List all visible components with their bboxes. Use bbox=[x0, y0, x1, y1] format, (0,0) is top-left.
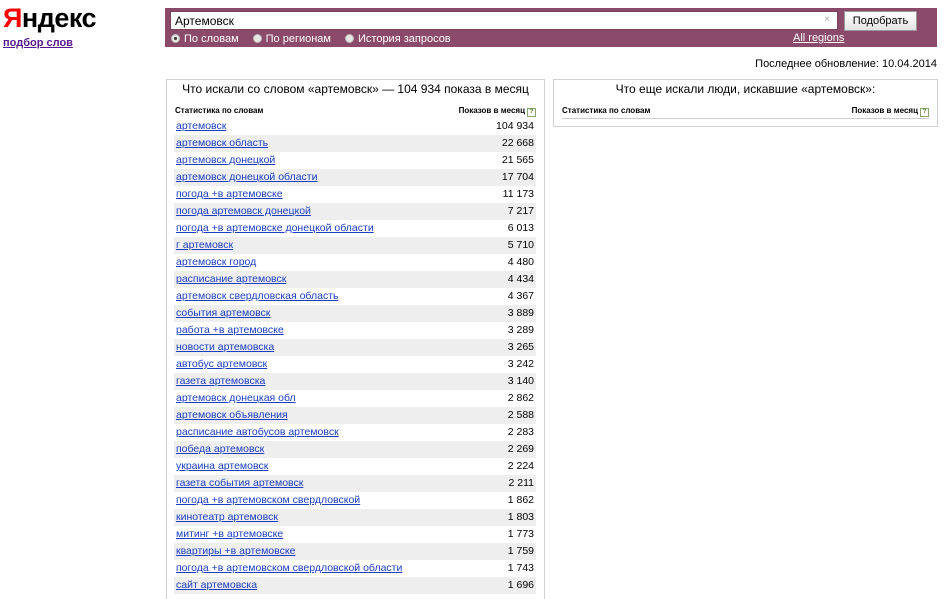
impressions-count: 22 668 bbox=[501, 137, 534, 149]
table-row bbox=[174, 492, 536, 509]
table-row bbox=[174, 169, 536, 186]
impressions-count: 2 269 bbox=[507, 443, 534, 455]
impressions-count: 3 289 bbox=[507, 324, 534, 336]
impressions-count: 4 434 bbox=[507, 273, 534, 285]
keyword-link[interactable]: артемовск свердловская область bbox=[176, 290, 339, 302]
table-row bbox=[174, 322, 536, 339]
keyword-link[interactable]: митинг +в артемовске bbox=[176, 528, 284, 540]
table-row bbox=[174, 373, 536, 390]
impressions-count: 4 367 bbox=[507, 290, 534, 302]
table-row bbox=[174, 186, 536, 203]
mode-by-words[interactable]: По словам bbox=[171, 32, 239, 45]
table-row bbox=[174, 305, 536, 322]
table-row bbox=[174, 339, 536, 356]
impressions-count: 2 283 bbox=[507, 426, 534, 438]
keyword-link[interactable]: артемовск объявления bbox=[176, 409, 288, 421]
keyword-link[interactable]: работа +в артемовске bbox=[176, 324, 284, 336]
table-row bbox=[174, 356, 536, 373]
keyword-link[interactable]: г артемовск bbox=[176, 239, 234, 251]
keyword-link[interactable]: украина артемовск bbox=[176, 460, 269, 472]
keyword-link[interactable]: газета артемовска bbox=[176, 375, 266, 387]
keyword-link[interactable]: артемовск bbox=[176, 120, 227, 132]
keyword-link[interactable]: погода +в артемовском свердловской bbox=[176, 494, 361, 506]
keyword-link[interactable]: новости артемовска bbox=[176, 341, 275, 353]
panel-divider bbox=[554, 79, 937, 80]
impressions-count: 1 759 bbox=[507, 545, 534, 557]
impressions-count: 3 889 bbox=[507, 307, 534, 319]
keyword-link[interactable]: расписание автобусов артемовск bbox=[176, 426, 339, 438]
table-row bbox=[174, 475, 536, 492]
mode-selector bbox=[171, 32, 465, 45]
impressions-count: 2 211 bbox=[508, 477, 534, 489]
table-row bbox=[174, 458, 536, 475]
clear-icon[interactable]: × bbox=[824, 14, 830, 25]
keyword-link[interactable]: автобус артемовск bbox=[176, 358, 268, 370]
table-row bbox=[174, 237, 536, 254]
table-row bbox=[174, 560, 536, 577]
impressions-count: 1 862 bbox=[507, 494, 534, 506]
logo-wordmark[interactable]: Яндекс bbox=[3, 3, 97, 33]
impressions-count: 104 934 bbox=[496, 120, 534, 132]
search-button[interactable]: Подобрать bbox=[844, 11, 917, 31]
related-panel bbox=[553, 79, 938, 127]
keyword-link[interactable]: погода артемовск донецкой bbox=[176, 205, 311, 217]
impressions-count: 1 696 bbox=[507, 579, 534, 591]
search-bar bbox=[165, 8, 937, 47]
impressions-count: 6 013 bbox=[507, 222, 534, 234]
radio-icon[interactable] bbox=[345, 34, 354, 43]
help-icon[interactable]: ? bbox=[527, 108, 536, 117]
table-row bbox=[174, 220, 536, 237]
column-header bbox=[562, 106, 929, 118]
keyword-link[interactable]: кинотеатр артемовск bbox=[176, 511, 278, 523]
col-words: Статистика по словам bbox=[175, 106, 264, 115]
table-row bbox=[174, 118, 536, 135]
keyword-link[interactable]: погода +в артемовске bbox=[176, 188, 283, 200]
table-row bbox=[174, 152, 536, 169]
table-row bbox=[174, 271, 536, 288]
impressions-count: 3 242 bbox=[507, 358, 534, 370]
table-row bbox=[174, 526, 536, 543]
panel-divider bbox=[167, 79, 544, 80]
keyword-link[interactable]: артемовск донецкой области bbox=[176, 171, 318, 183]
table-row bbox=[174, 509, 536, 526]
table-row bbox=[174, 288, 536, 305]
keyword-link[interactable]: погода +в артемовском свердловской области bbox=[176, 562, 403, 574]
keyword-table bbox=[174, 118, 536, 594]
impressions-count: 5 710 bbox=[507, 239, 534, 251]
impressions-count: 3 265 bbox=[507, 341, 534, 353]
impressions-count: 2 224 bbox=[507, 460, 534, 472]
table-row bbox=[174, 577, 536, 594]
words-panel bbox=[166, 79, 545, 599]
table-row bbox=[174, 543, 536, 560]
impressions-count: 7 217 bbox=[507, 205, 534, 217]
impressions-count: 1 803 bbox=[507, 511, 534, 523]
radio-icon[interactable] bbox=[253, 34, 262, 43]
column-header bbox=[175, 106, 536, 118]
wordstat-link[interactable]: подбор слов bbox=[3, 37, 73, 49]
keyword-link[interactable]: квартиры +в артемовске bbox=[176, 545, 296, 557]
panel-title: Что искали со словом «артемовск» — 104 934 показа в месяц bbox=[182, 82, 529, 96]
mode-by-regions[interactable]: По регионам bbox=[253, 32, 331, 45]
col-count: Показов в месяц ? bbox=[459, 106, 536, 117]
impressions-count: 1 773 bbox=[507, 528, 534, 540]
panel-title: Что еще искали люди, искавшие «артемовск»: bbox=[615, 82, 876, 96]
header-divider bbox=[562, 118, 929, 119]
radio-icon[interactable] bbox=[171, 34, 180, 43]
help-icon[interactable]: ? bbox=[920, 108, 929, 117]
impressions-count: 21 565 bbox=[501, 154, 534, 166]
impressions-count: 2 862 bbox=[507, 392, 534, 404]
table-row bbox=[174, 441, 536, 458]
table-row bbox=[174, 135, 536, 152]
mode-history[interactable]: История запросов bbox=[345, 32, 451, 45]
yandex-logo[interactable] bbox=[3, 3, 96, 49]
keyword-link[interactable]: сайт артемовска bbox=[176, 579, 258, 591]
impressions-count: 4 480 bbox=[507, 256, 534, 268]
impressions-count: 11 173 bbox=[502, 188, 534, 200]
all-regions-link[interactable]: All regions bbox=[793, 32, 845, 44]
keyword-link[interactable]: события артемовск bbox=[176, 307, 271, 319]
table-row bbox=[174, 424, 536, 441]
col-count: Показов в месяц ? bbox=[852, 106, 929, 117]
table-row bbox=[174, 390, 536, 407]
keyword-link[interactable]: погода +в артемовске донецкой области bbox=[176, 222, 374, 234]
keyword-link[interactable]: артемовск донецкая обл bbox=[176, 392, 296, 404]
table-row bbox=[174, 407, 536, 424]
impressions-count: 17 704 bbox=[501, 171, 534, 183]
keyword-link[interactable]: газета события артемовск bbox=[176, 477, 304, 489]
impressions-count: 3 140 bbox=[507, 375, 534, 387]
impressions-count: 2 588 bbox=[507, 409, 534, 421]
keyword-link[interactable]: расписание артемовск bbox=[176, 273, 287, 285]
keyword-link[interactable]: артемовск область bbox=[176, 137, 269, 149]
search-input[interactable] bbox=[170, 11, 838, 30]
keyword-link[interactable]: артемовск город bbox=[176, 256, 257, 268]
keyword-link[interactable]: артемовск донецкой bbox=[176, 154, 276, 166]
last-updated: Последнее обновление: 10.04.2014 bbox=[755, 58, 937, 70]
col-words: Статистика по словам bbox=[562, 106, 651, 115]
table-row bbox=[174, 203, 536, 220]
impressions-count: 1 743 bbox=[507, 562, 534, 574]
keyword-link[interactable]: победа артемовск bbox=[176, 443, 265, 455]
table-row bbox=[174, 254, 536, 271]
